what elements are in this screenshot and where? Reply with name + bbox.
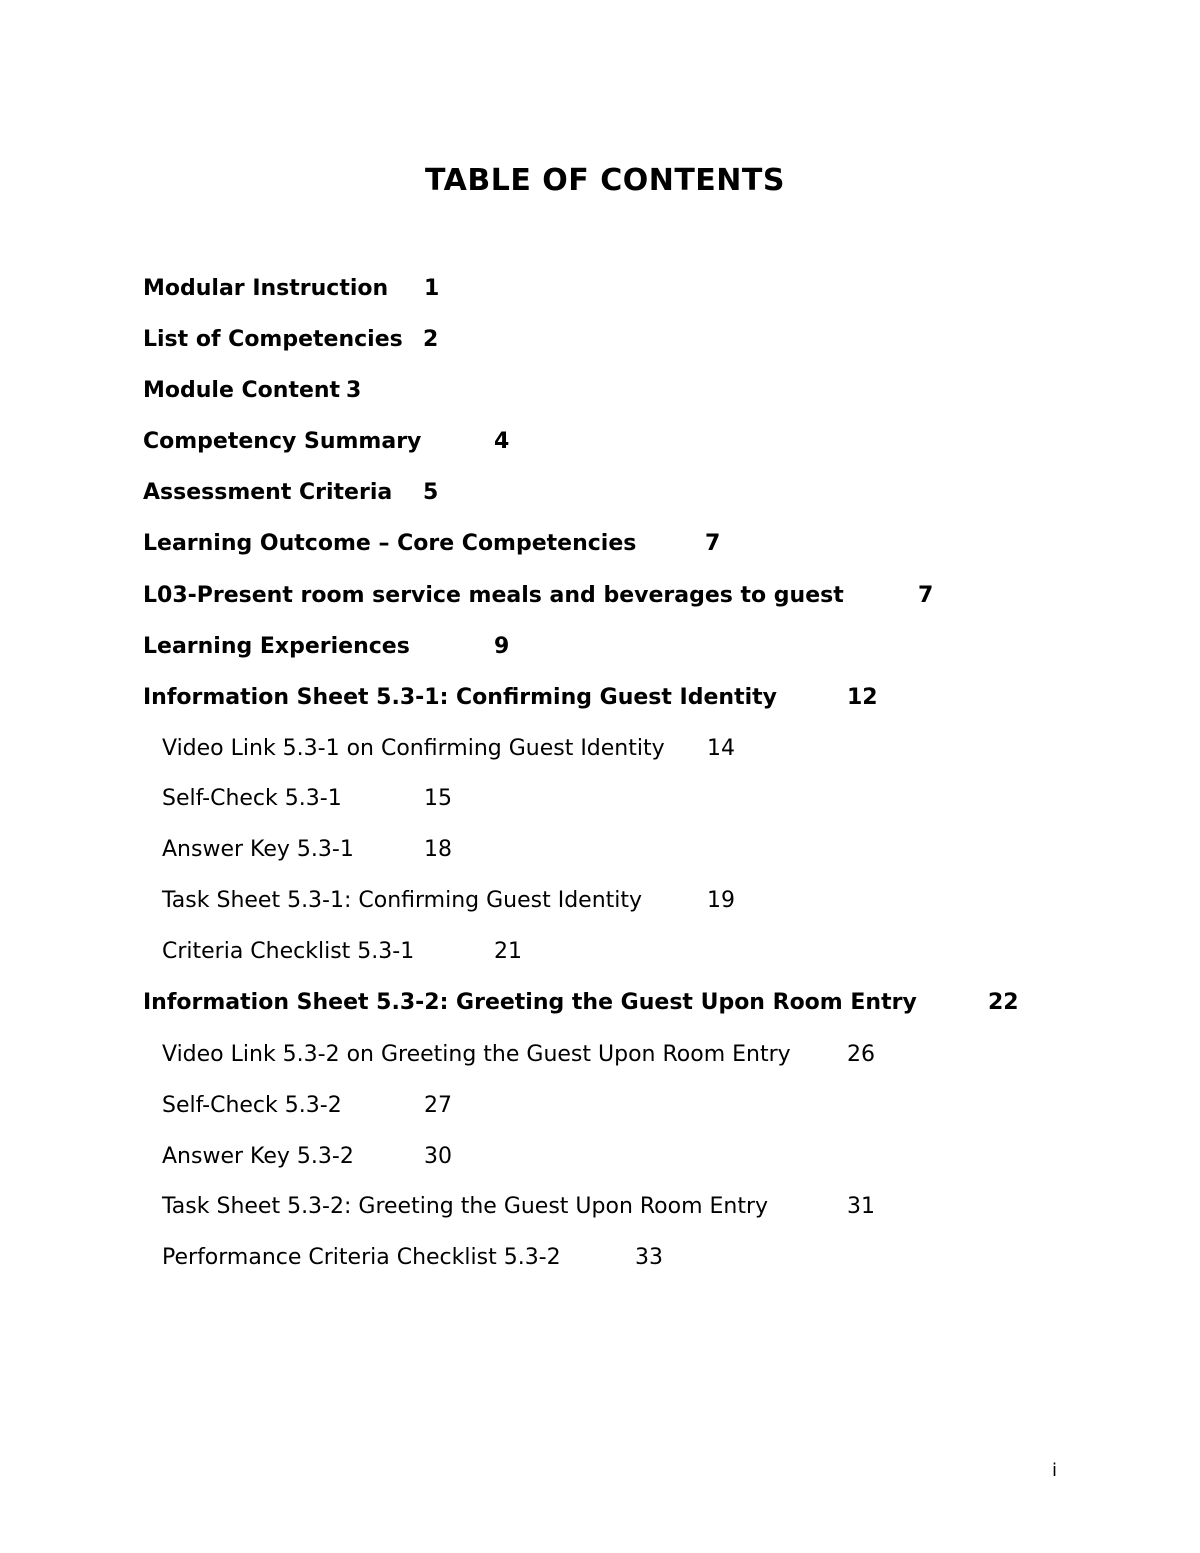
toc-entry-page: 19: [707, 888, 735, 913]
toc-entry-page: 26: [847, 1042, 875, 1067]
toc-entry-page: 30: [424, 1144, 452, 1169]
toc-entry-title: Criteria Checklist 5.3-1: [162, 939, 415, 964]
toc-entry-title: Learning Experiences: [143, 634, 410, 659]
toc-entry-title: Learning Outcome – Core Competencies: [143, 531, 637, 556]
toc-entry-page: 18: [424, 837, 452, 862]
toc-entry-title: Assessment Criteria: [143, 480, 393, 505]
toc-entry-page: 15: [424, 786, 452, 811]
toc-entry-title: Information Sheet 5.3-1: Confirming Guest Identity: [143, 685, 777, 710]
toc-entry-page: 12: [847, 685, 878, 710]
toc-entry-page: 21: [494, 939, 522, 964]
toc-entry-page: 1: [424, 276, 440, 301]
toc-entry-page: 5: [423, 480, 439, 505]
toc-entry-title: Answer Key 5.3-2: [162, 1144, 354, 1169]
toc-entry-title: Competency Summary: [143, 429, 422, 454]
page-number: i: [1052, 1460, 1058, 1481]
toc-entry-title: Task Sheet 5.3-1: Confirming Guest Identity: [162, 888, 643, 913]
toc-entry-page: 31: [847, 1194, 875, 1219]
toc-entry-title: Information Sheet 5.3-2: Greeting the Guest Upon Room Entry: [143, 990, 917, 1015]
toc-entry-title: Modular Instruction: [143, 276, 389, 301]
toc-entry-page: 27: [424, 1093, 452, 1118]
toc-entry-page: 22: [988, 990, 1019, 1015]
toc-entry-title: L03-Present room service meals and beverages to guest: [143, 583, 844, 608]
toc-entry-title: Self-Check 5.3-2: [162, 1093, 342, 1118]
toc-entry-page: 33: [635, 1245, 663, 1270]
toc-entry-title: List of Competencies: [143, 327, 403, 352]
toc-entry-page: 4: [494, 429, 510, 454]
page-title: TABLE OF CONTENTS: [425, 163, 785, 198]
toc-entry-title: Module Content: [143, 378, 341, 403]
toc-entry-page: 3: [346, 378, 362, 403]
toc-entry-title: Self-Check 5.3-1: [162, 786, 342, 811]
toc-entry-title: Performance Criteria Checklist 5.3-2: [162, 1245, 561, 1270]
toc-entry-title: Task Sheet 5.3-2: Greeting the Guest Upon Room Entry: [162, 1194, 769, 1219]
toc-entry-page: 2: [423, 327, 439, 352]
toc-entry-title: Video Link 5.3-2 on Greeting the Guest Upon Room Entry: [162, 1042, 791, 1067]
toc-entry-page: 7: [918, 583, 934, 608]
toc-entry-title: Answer Key 5.3-1: [162, 837, 354, 862]
toc-entry-page: 9: [494, 634, 510, 659]
toc-entry-title: Video Link 5.3-1 on Confirming Guest Identity: [162, 736, 665, 761]
toc-entry-page: 14: [707, 736, 735, 761]
toc-entry-page: 7: [705, 531, 721, 556]
